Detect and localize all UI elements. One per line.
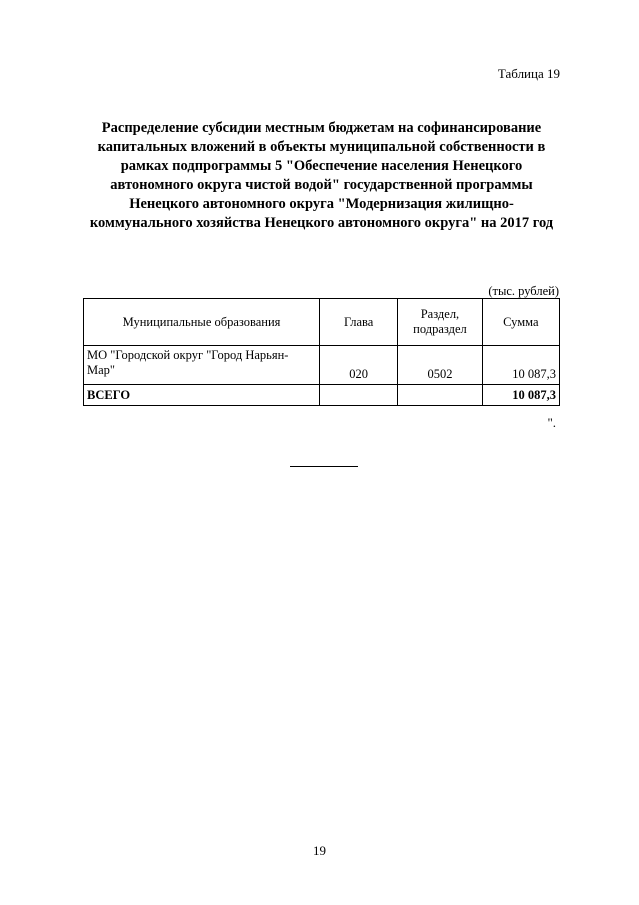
closing-quote-mark: ".	[547, 415, 556, 430]
header-chapter: Глава	[320, 299, 398, 346]
divider-line	[290, 466, 358, 467]
header-section: Раздел, подраздел	[398, 299, 483, 346]
total-row	[84, 385, 560, 406]
total-section	[398, 385, 483, 406]
table-number: Таблица 19	[497, 66, 560, 81]
cell-municipality: МО "Городской округ "Город Нарьян-Мар"	[84, 346, 320, 385]
header-amount: Сумма	[482, 299, 559, 346]
page-number: 19	[313, 843, 326, 858]
table-row	[84, 346, 560, 385]
total-amount: 10 087,3	[482, 385, 559, 406]
subsidy-table	[83, 298, 560, 406]
cell-section: 0502	[398, 346, 483, 385]
total-chapter	[320, 385, 398, 406]
header-municipality: Муниципальные образования	[84, 299, 320, 346]
cell-chapter: 020	[320, 346, 398, 385]
total-label: ВСЕГО	[84, 385, 320, 406]
document-title: Распределение субсидии местным бюджетам на софинансирование капитальных вложений в объекты муниципальной собственности в рамках подпрограммы 5 "Обеспечение населения Ненецкого автономного округа чистой водой" государственной программы Ненецкого автономного округа "Модернизация жилищно-коммунального хозяйства Ненецкого автономного округа" на 2017 год	[89, 120, 554, 231]
cell-amount: 10 087,3	[482, 346, 559, 385]
units-label: (тыс. рублей)	[488, 284, 559, 298]
table-header-row	[84, 299, 560, 346]
